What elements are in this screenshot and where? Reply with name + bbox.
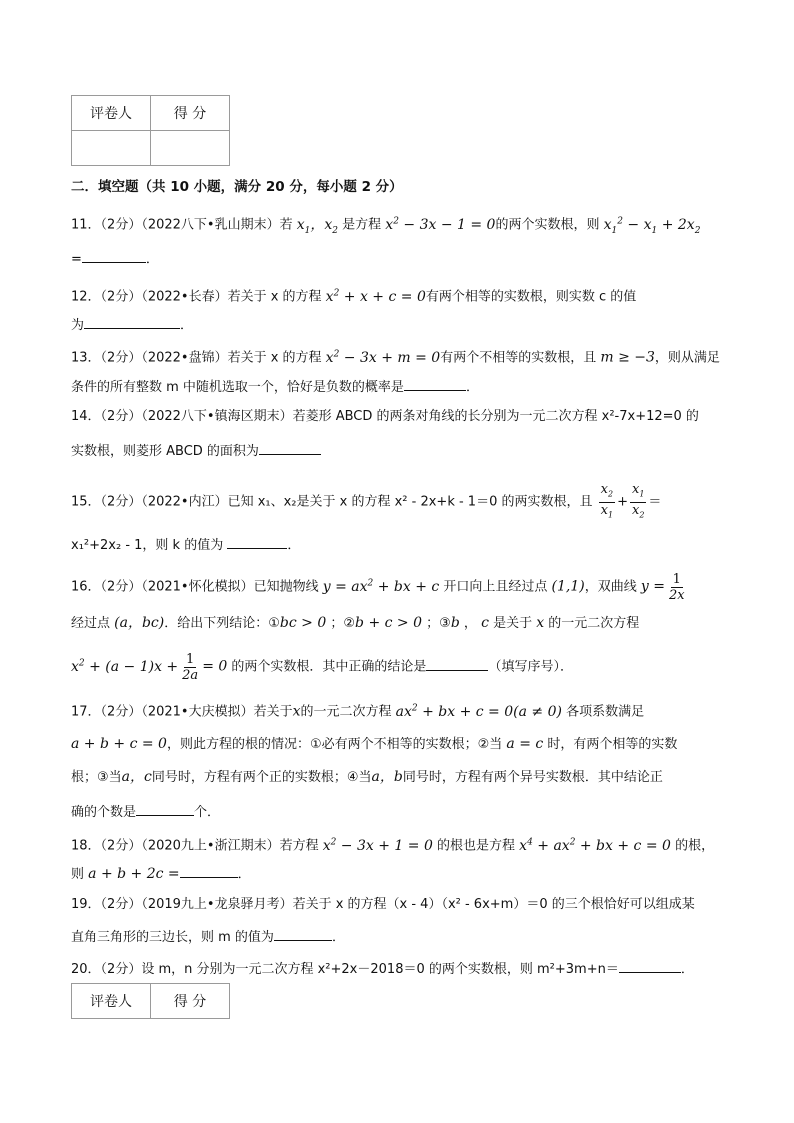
q17-line3: 根；③当a，c同号时，方程有两个正的实数根；④当a，b同号时，方程有两个异号实数根．其中结论正 <box>71 769 663 785</box>
q13-line2: 条件的所有整数 m 中随机选取一个，恰好是负数的概率是 ． <box>71 376 479 397</box>
q18-answer-blank[interactable] <box>180 863 238 878</box>
q12-line1: 12．（2分）（2022•长春）若关于 x 的方程 $x^2 + x + c = 0$有两个相等的实数根，则实数 c 的值 <box>71 288 637 305</box>
section-title: 二．填空题（共 10 小题，满分 20 分，每小题 2 分） <box>71 179 403 195</box>
q17-answer-blank[interactable] <box>136 801 194 816</box>
q12-answer-blank[interactable] <box>84 314 180 329</box>
grader-cell[interactable] <box>72 131 151 166</box>
score-label: 得 分 <box>151 984 230 1019</box>
q14-answer-blank[interactable] <box>259 440 321 455</box>
q11-line2: = ． <box>71 248 159 269</box>
q19-line1: 19．（2分）（2019九上•龙泉驿月考）若关于 x 的方程（x - 4）（x² - 6x+m）＝0 的三个根恰好可以组成某 <box>71 897 695 912</box>
q16-line3: $x^2 + (a - 1)x$ + $\frac{1}{2a}$ = 0 的两个实数根．其中正确的结论是 （填写序号）． <box>71 651 573 683</box>
score-table-bottom <box>71 983 230 1019</box>
grader-label: 评卷人 <box>72 96 151 131</box>
q16-answer-blank[interactable] <box>426 656 488 671</box>
q20-line1: 20．（2分）设 m，n 分别为一元二次方程 x²+2x－2018＝0 的两个实数根，则 m²+3m+n＝ ． <box>71 958 694 979</box>
score-cell[interactable] <box>151 131 230 166</box>
q13-answer-blank[interactable] <box>404 376 466 391</box>
score-table-top <box>71 95 230 166</box>
q16-line2: 经过点 (a，bc)．给出下列结论：①bc > 0 ；②b + c > 0 ；③b ， c 是关于 x 的一元二次方程 <box>71 615 640 631</box>
q16-line1: 16．（2分）（2021•怀化模拟）已知抛物线 $y = ax^2$ + bx + c 开口向上且经过点 (1,1)，双曲线 y = $\frac{1}{2x}$ <box>71 571 685 603</box>
q20-answer-blank[interactable] <box>619 958 681 973</box>
q13-line1: 13．（2分）（2022•盘锦）若关于 x 的方程 $x^2 - 3x + m = 0$有两个不相等的实数根，且 m ≥ −3，则从满足 <box>71 349 720 366</box>
q14-line1: 14．（2分）（2022八下•镇海区期末）若菱形 ABCD 的两条对角线的长分别为一元二次方程 x²-7x+12=0 的 <box>71 409 699 424</box>
q11-line1: 11．（2分）（2022八下•乳山期末）若 $x_1$，$x_2$ 是方程 $x^2 - 3x - 1 = 0$的两个实数根，则 $x_1^2 - x_1 + 2x_2$ <box>71 216 701 236</box>
q17-line4: 确的个数是 个． <box>71 801 220 822</box>
q18-line2: 则 a + b + 2c = ． <box>71 863 251 884</box>
q15-line1: 15．（2分）（2022•内江）已知 x₁、x₂是关于 x 的方程 x² - 2x+k - 1＝0 的两实数根，且 $\frac{x_2}{x_1}$ + $\frac{x_1}{x_2}$ ＝ <box>71 482 662 520</box>
q15-answer-blank[interactable] <box>227 534 287 549</box>
score-label: 得 分 <box>151 96 230 131</box>
q17-line2: a + b + c = 0，则此方程的根的情况：①必有两个不相等的实数根；②当 a = c 时，有两个相等的实数 <box>71 736 678 752</box>
q19-answer-blank[interactable] <box>274 926 332 941</box>
grader-label: 评卷人 <box>72 984 151 1019</box>
q14-line2: 实数根，则菱形 ABCD 的面积为 <box>71 440 321 461</box>
q11-answer-blank[interactable] <box>82 248 146 263</box>
q15-line2: x₁²+2x₂ - 1，则 k 的值为 ． <box>71 534 300 555</box>
q19-line2: 直角三角形的三边长，则 m 的值为 ． <box>71 926 345 947</box>
q18-line1: 18．（2分）（2020九上•浙江期末）若方程 $x^2 - 3x + 1 = 0$ 的根也是方程 $x^4 + ax^2$ + bx + c = 0 的根， <box>71 837 715 854</box>
q17-line1: 17．（2分）（2021•大庆模拟）若关于x的一元二次方程 $ax^2$ + bx + c = 0(a ≠ 0) 各项系数满足 <box>71 703 645 720</box>
q12-line2: 为 ． <box>71 314 193 335</box>
